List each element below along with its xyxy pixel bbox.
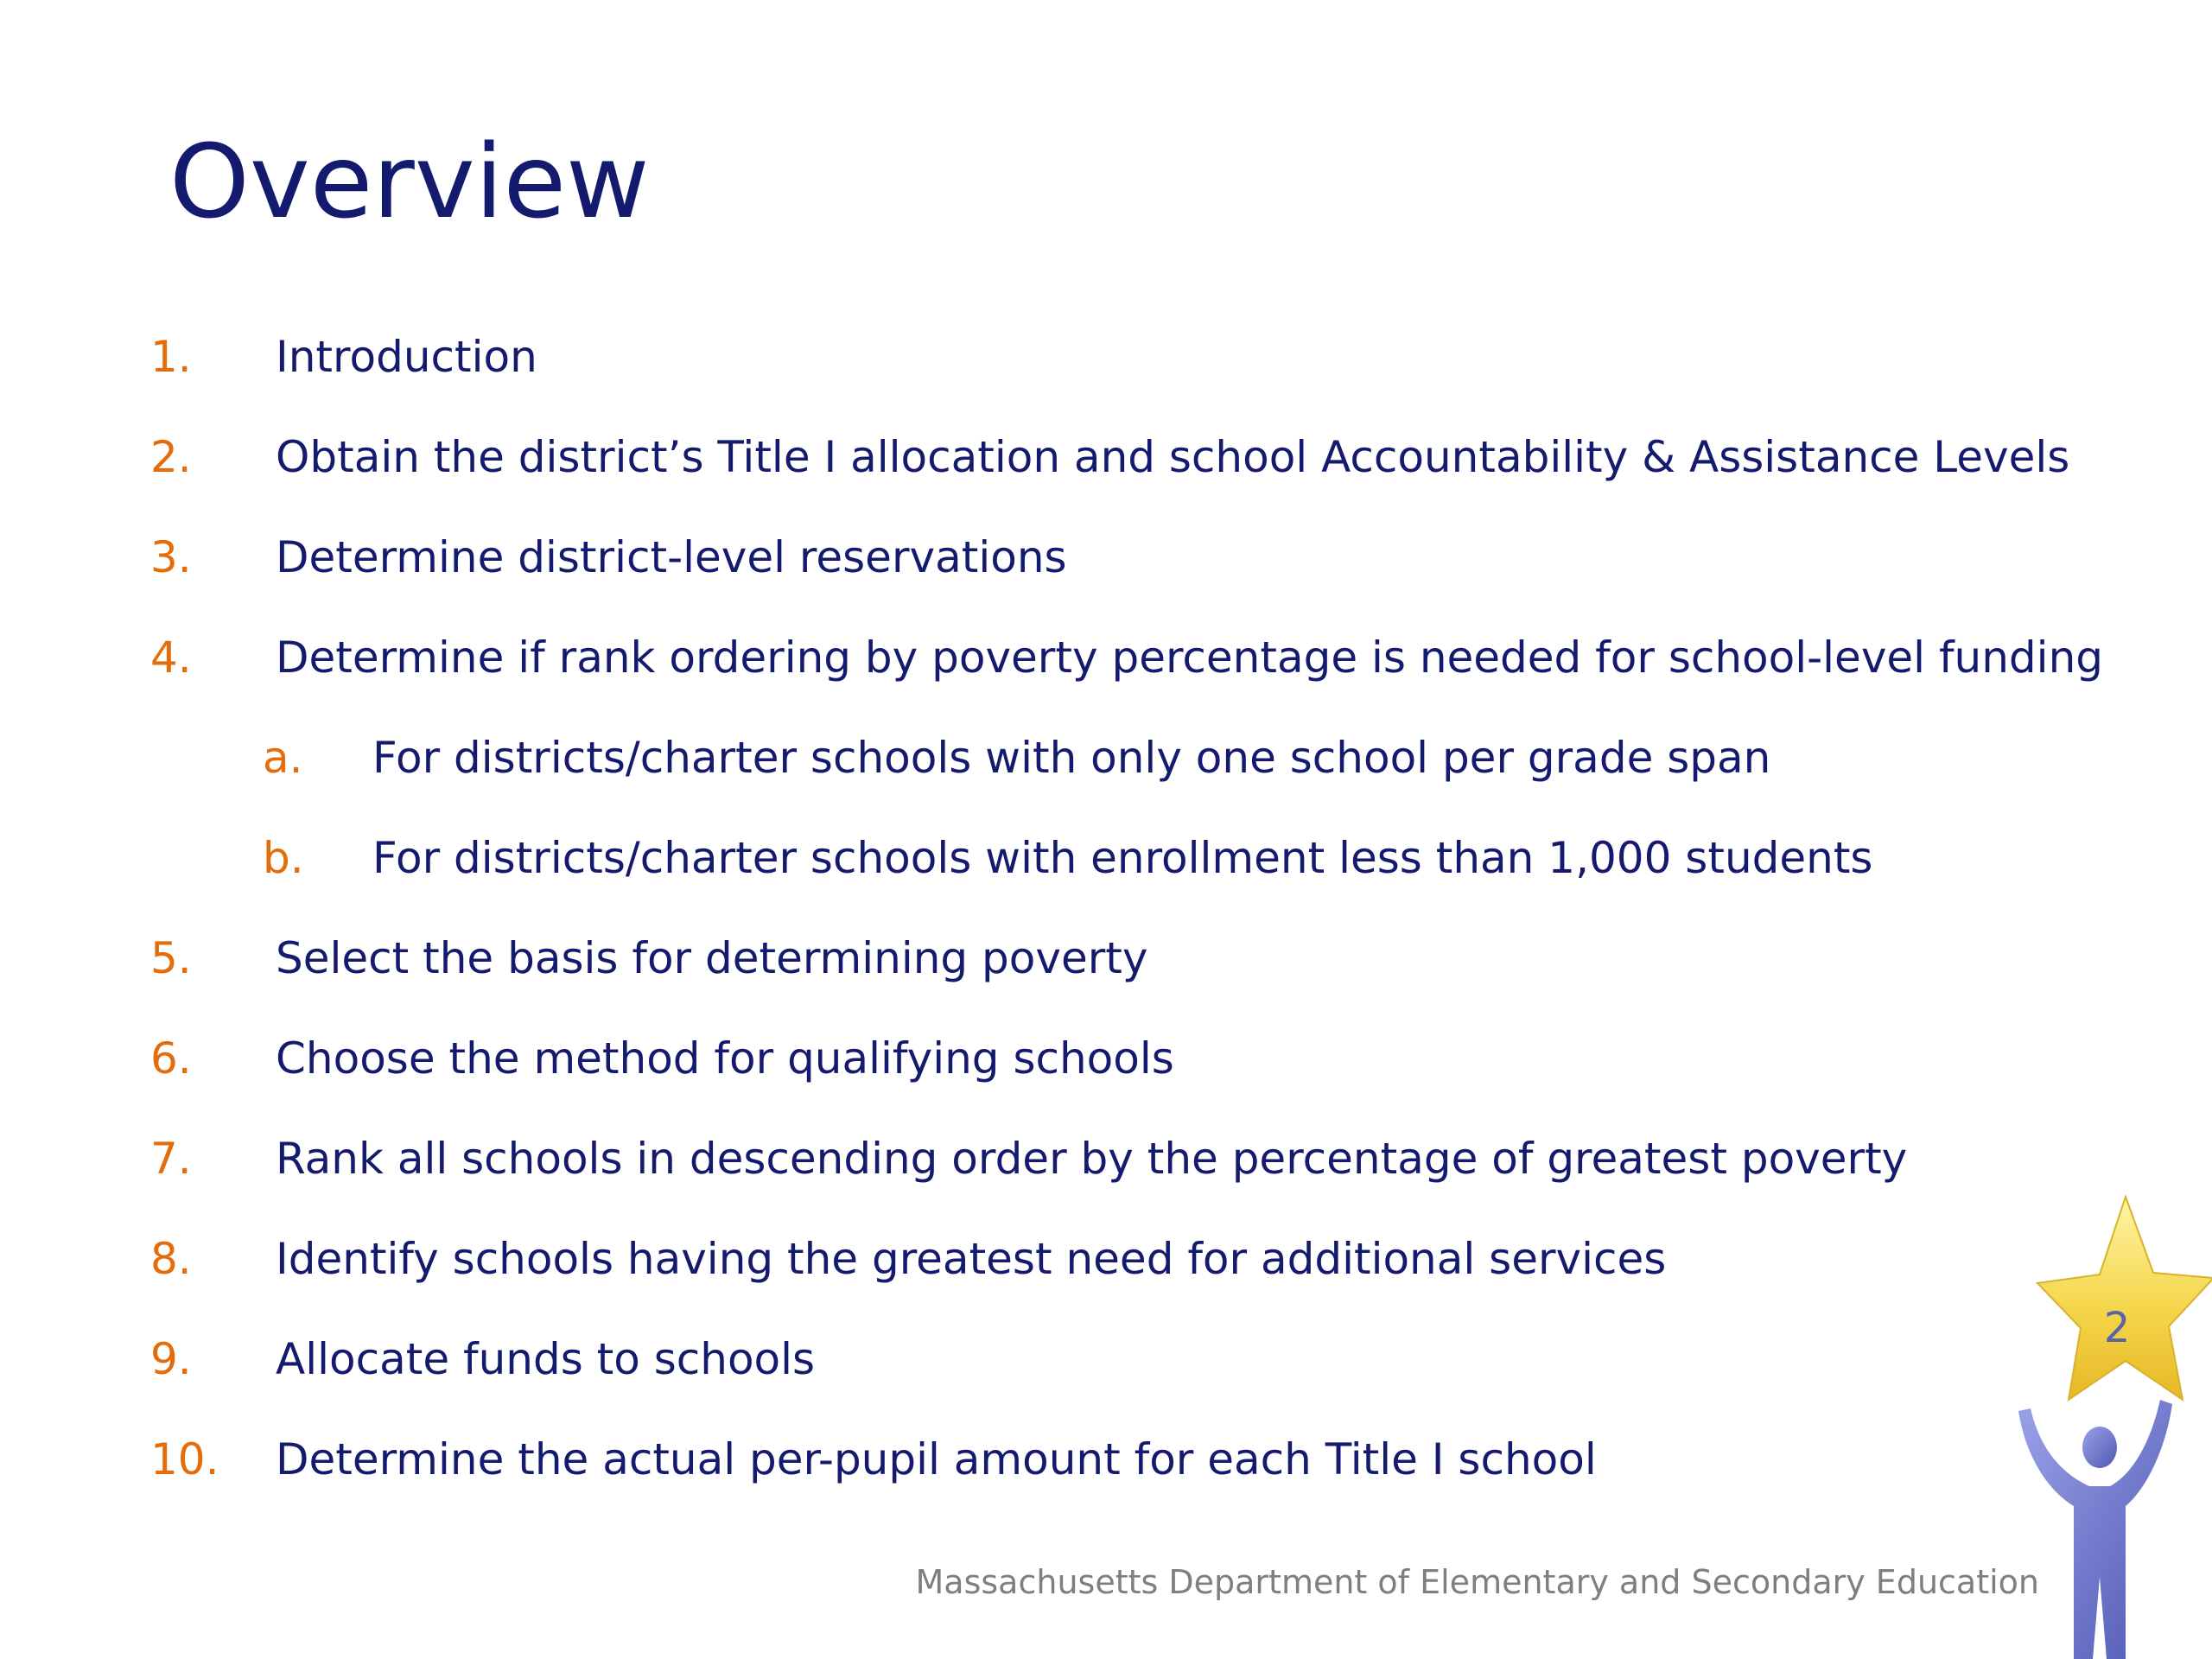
item-text: Determine the actual per-pupil amount for each Title I school	[276, 1434, 1597, 1484]
item-number: 8.	[150, 1234, 192, 1284]
item-text: Determine district-level reservations	[276, 532, 1067, 582]
item-text: Introduction	[276, 332, 537, 382]
subitem-letter: a.	[263, 733, 303, 783]
item-number: 7.	[150, 1134, 192, 1184]
item-text: Rank all schools in descending order by the percentage of greatest poverty	[276, 1134, 1908, 1184]
star-held-by-person-icon	[1987, 1188, 2212, 1659]
item-number: 10.	[150, 1434, 219, 1484]
star-shape	[2037, 1197, 2212, 1400]
item-text: Select the basis for determining poverty	[276, 933, 1148, 983]
item-number: 1.	[150, 332, 192, 382]
item-number: 2.	[150, 432, 192, 482]
item-text: Identify schools having the greatest need for additional services	[276, 1234, 1667, 1284]
footer-organization: Massachusetts Department of Elementary and Secondary Education	[915, 1563, 2039, 1601]
item-number: 6.	[150, 1033, 192, 1084]
page-number: 2	[2103, 1304, 2131, 1352]
item-text: Determine if rank ordering by poverty percentage is needed for school-level funding	[276, 632, 2103, 683]
item-text: Obtain the district’s Title I allocation and school Accountability & Assistance Levels	[276, 432, 2070, 482]
item-text: Allocate funds to schools	[276, 1334, 816, 1384]
item-number: 5.	[150, 933, 192, 983]
item-number: 9.	[150, 1334, 192, 1384]
subitem-text: For districts/charter schools with enrollment less than 1,000 students	[372, 833, 1873, 883]
slide-title: Overview	[169, 122, 650, 241]
subitem-text: For districts/charter schools with only one school per grade span	[372, 733, 1771, 783]
subitem-letter: b.	[263, 833, 304, 883]
item-text: Choose the method for qualifying schools	[276, 1033, 1174, 1084]
item-number: 3.	[150, 532, 192, 582]
person-figure	[2018, 1400, 2172, 1659]
item-number: 4.	[150, 632, 192, 683]
